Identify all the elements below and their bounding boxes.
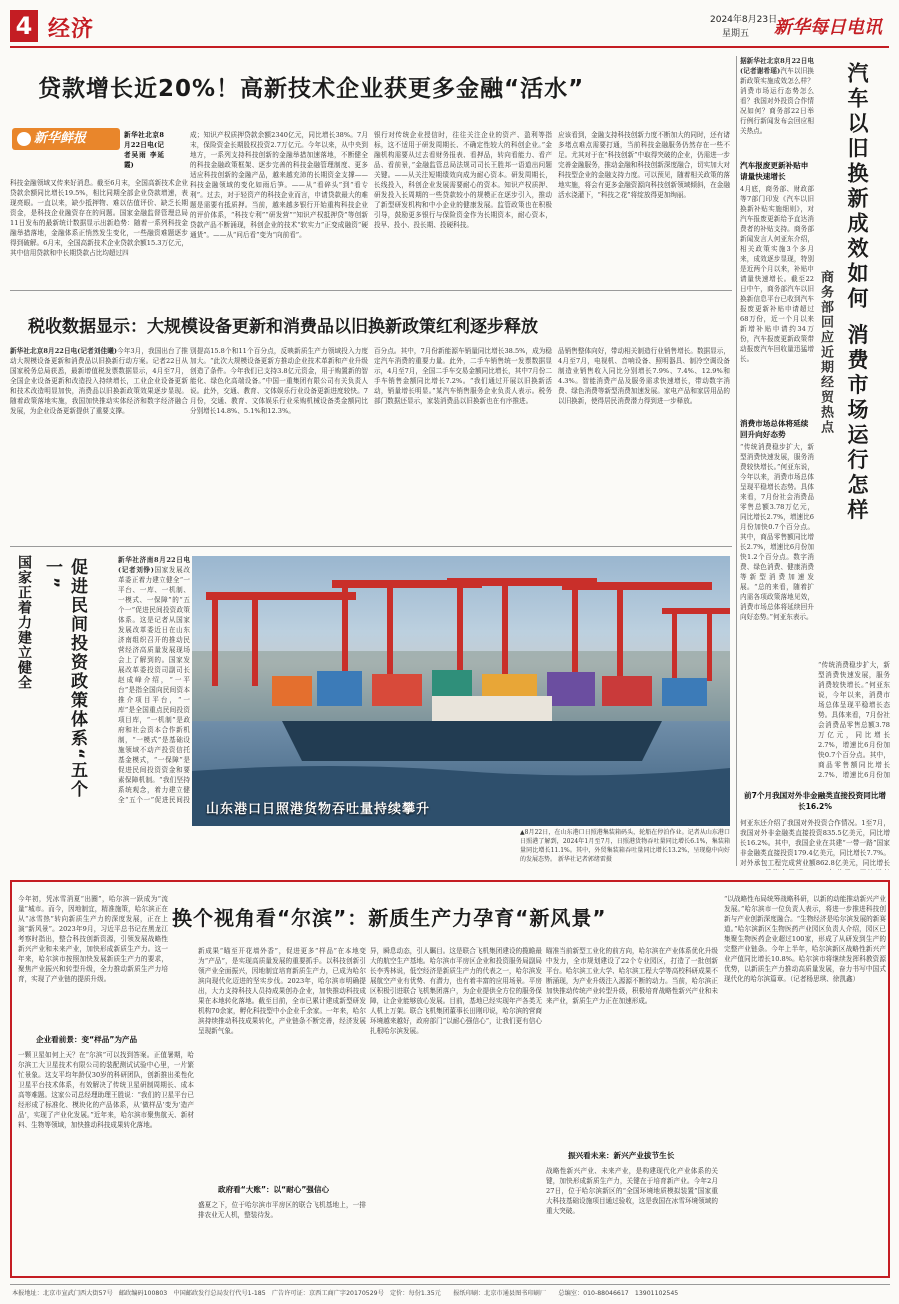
article1-col3: 银行对传统企业授信时，往往关注企业的资产、盈利等指标，这不适用于研发周期长、不确定性较大的科创企业。”金融机构需要从过去看财务报表、看押品，转向看能力、看产品、看前景，”金融监管总局法规司司长王胜邦一语道出问题关键。——从关注短期绩效向成为耐心资本。研发周期长，长线投入，科创企业发展需要耐心的资本。知识产权质押、研发投入长周期的一些贷款较小的规模正在逐步引入，推动了新型研发机构和中小企业的健康发展。监管政策也在积极引导，鼓励更多银行与保险资金作为长期资本，耐心资本，投早、投小、投长期、投硬科技。	[374, 131, 552, 229]
photo-title: 山东港口日照港货物吞吐量持续攀升	[206, 802, 431, 817]
feature-sub1: 企业看前景：变“样品”为产品	[36, 1035, 138, 1044]
article1-title: 贷款增长近20%！高新技术企业获更多金融“活水”	[38, 76, 585, 102]
footer-text: 本报地址：北京市宣武门西大街57号 邮政编码100803 中国邮政发行总局发行代号1-185 广告许可证：京西工商广字20170529号 定价：每份1.35元 报纸印刷：北京市通县图书印刷厂 总编室：010-88046617 13901102545	[12, 1290, 679, 1297]
xinhua-badge-label: 新华鲜报	[34, 131, 87, 146]
feature-col2b: 盛夏之下，位于哈尔滨市平房区的联合飞机基地上，一排排农业无人机，整装待发。	[198, 1201, 366, 1219]
article2-col4: 品销售整体向好，带动相关制造行业销售增长。数据显示，4月至7月，电视机、音响设备、照明器具、制冷空调设备制造业销售收入同比分别增长7.9%、7.4%、12.9%和4.3%。智能消费产品及服务需求快速增长，带动数字消费、绿色消费等新型消费加速发展。家电产品和家居用品的以旧换新，使得居民消费潜力得到进一步释放。	[558, 347, 730, 405]
page-header	[0, 0, 899, 46]
feature-col4b: 战略性新兴产业、未来产业，是构建现代化产业体系的关键，加快形成新质生产力，关键在于培育新产业。今年2月27日，位于哈尔滨新区的“全国环境地质模拟装置”国家重大科技基础设施项目通过验收，这是我国在冰雪环境领域的重大突破。	[546, 1167, 718, 1215]
feature-box	[10, 880, 890, 1278]
sidebar-heading2: 消费市场总体将延续回升向好态势	[740, 419, 809, 439]
article1-dateline: 新华社北京8月22日电(记者吴雨 李延霞)	[124, 131, 164, 169]
footer-rule	[10, 1284, 890, 1285]
article3-dateline: 新华社济南8月22日电(记者刘铮)	[118, 556, 190, 574]
sidebar-heading3: 前7个月我国对外非金融类直接投资同比增长16.2%	[744, 791, 886, 811]
article3-title-main: 促进民间投资政策体系“五个一”	[42, 558, 87, 800]
issue-weekday: 星期五	[722, 29, 750, 39]
xinhua-badge	[12, 128, 120, 150]
photo-credit: ▲8月22日，在山东港口日照港集装箱码头，轮船在停泊作业。记者从山东港口日照港了解到，2024年1月至7月，日照港货物吞吐量同比增长6.1%，集装箱量同比增长11.1%。其中，外贸集装箱吞吐量同比增长13.2%，呈现稳中向好的发展态势。 新华社记者郭绪雷摄	[520, 829, 730, 863]
article2-col1-text: 今年3月，我国出台了推动大规模设备更新和消费品以旧换新行动方案。记者22日从国家税务总局获悉，最新增值税发票数据显示，4月至7月，全国企业设备更新和改造投入持续增长，工业企业设备更新和技术改造明显加快，消费品以旧换新政策效果逐步显现。随着政策落地实施，我国加快推动实体经济和数字经济融合发展，为企业设备更新提供了重要支撑。	[10, 347, 188, 415]
article1-col2: 成；知识产权质押贷款余额2340亿元，同比增长38%。7月末，保险资金长期股权投资2.7万亿元。今年以来，从中央到地方，一系列支持科技创新的金融举措加速落地，不断健全的科技金融政策框架、逐步完善的科技金融管理制度、更多适应科技创新的金融产品，越来越充沛的长期资金支撑——科技金融领域的变化如雨后笋。——从“看碎头”到“看专利”。过去，对于轻资产的科技企业而言，申请贷款最大的难题是需要有抵质押。当前，越来越多银行开始重构科技企业的评价体系，“科技专利”“研发营”“知识产权抵押贷”等创新贷款产品不断涌现，科创企业的技术“软实力”正变成融资“硬通货”。——从“问后看”变为“向前看”。	[190, 131, 368, 239]
sidebar-text2: “传统消费稳步扩大，新型消费快速发展，服务消费较快增长。”何亚东说，今年以来，消费市场总体呈现平稳增长态势。具体来看，7月份社会消费品零售总额3.78万亿元，同比增长2.7%，增速比6月份加快0.7个百分点。其中，商品零售额同比增长2.7%，增速比6月份加快1.2个百分点。数字消费、绿色消费、健康消费等新型消费加速发展。“总的来看，随着扩内需各项政策落地见效，消费市场总体将延续回升向好态势。”何亚东表示。	[740, 443, 814, 621]
port-illustration	[192, 556, 730, 826]
article3-title-pre: 国家正着力建立健全	[16, 555, 32, 690]
feature-sub2: 政府看“大账”：以“耐心”强信心	[218, 1185, 330, 1194]
sidebar-heading1: 汽车报废更新补贴申请量快速增长	[740, 161, 809, 181]
divider	[10, 546, 732, 547]
issue-date: 2024年8月23日	[710, 15, 778, 25]
sidebar-headline: 汽车以旧换新成效如何 消费市场运行怎样	[845, 62, 869, 524]
article2-dateline: 新华社北京8月22日电(记者刘佳曦)	[10, 347, 117, 355]
sidebar-text3: 何亚东还介绍了我国对外投资合作情况。1至7月，我国对外非金融类直接投资835.5亿美元，同比增长16.2%。其中，我国企业在共建“一带一路”国家非金融类直接投资179.4亿美元，同比增长7.7%。对外承包工程完成营业额862.8亿美元，同比增长	[740, 819, 890, 867]
header-rule	[10, 46, 889, 48]
masthead-logo: 新华每日电讯	[774, 17, 882, 38]
sidebar-intro	[740, 56, 814, 156]
feature-sub3: 振兴看未来：新兴产业拔节生长	[568, 1151, 675, 1160]
sidebar-subheadline: 商务部回应近期经贸热点	[818, 270, 833, 435]
sidebar-divider	[736, 56, 737, 866]
section-title: 经济	[48, 17, 95, 42]
feature-col1: 一颗卫星如何上天？在“尔滨”可以找到答案。正值暑期，哈尔滨工大卫星技术有限公司的装配测试试验中心里，一片繁忙景象。这支平均年龄仅30岁的科研团队，创新推出柔性化卫星平台技术体系，有效解决了传统卫星研制周期长、成本高等难题。这家公司总经理助理王胜说：“我们的卫星平台已经形成了标准化、模块化的产品体系，从‘做样品’变为‘造产品’，实现了产业化发展。”近年来，哈尔滨市聚焦航天、新材料、生物等领域，加快推动科技成果转化落地。	[18, 1051, 194, 1129]
sidebar-intro-text: 汽车以旧换新政策实施成效怎么样？消费市场运行态势怎么看？我国对外投资合作情况如何？商务部22日举行例行新闻发布会回应相关热点。	[740, 67, 814, 135]
page-number-badge: 4	[10, 10, 38, 42]
xinhua-badge-icon	[17, 132, 31, 146]
feature-title: 换个视角看“尔滨”：新质生产力孕育“新风景”	[172, 906, 607, 930]
article3-text	[118, 555, 190, 805]
sidebar-text2b: “传统消费稳步扩大，新型消费快速发展，服务消费较快增长。”何亚东说，今年以来，消费市场总体呈现平稳增长态势。具体来看，7月份社会消费品零售总额3.78万亿元，同比增长2.7%，增速比6月份加快0.7个百分点。其中，商品零售额同比增长2.7%，增速比6月份加	[818, 661, 890, 778]
divider	[10, 290, 732, 291]
article2-col1	[10, 346, 188, 542]
article1-col1: 科技金融领域又传来好消息。截至6月末，全国高新技术企业贷款余额同比增长19.5%，相比同期全部企业贷款增速，表现亮眼。一直以来，缺少抵押物、难以估值评价、缺乏长期资金，是科技企业融资存在的问题。国家金融监督管理总局11日发布的最新统计数据显示出新趋势：随着一系列科技金融举措落地，金融体系正悄然发生变化，一些融资难题逐步得到破解。6月末，全国高新技术企业贷款余额15.3万亿元，其中信用贷款和中长期贷款占比均超过四	[10, 179, 188, 257]
feature-col3: 异，瞬息动态，引人瞩目。这是联合飞机集团建设的揽瞻最大的航空生产基地。哈尔滨市平房区企业和投资服务局副局长李秀林说，低空经济是新质生产力的代表之一，哈尔滨发展航空产业有优势、有潜力，也有着丰富的应用场景。平房区积极引进联合飞机集团落户，为企业提供全方位的服务保障，让企业能够放心发展。目前，基地已经实现年产各类无人机上万架。联合飞机集团董事长田刚印说，哈尔滨的营商环境越来越好，政府部门“以耐心强信心”，让我们更有信心扎根哈尔滨发展。	[370, 947, 542, 1035]
feature-col5: “以战略性布局统筹战略科研，以新的动能推动新兴产业发展。”哈尔滨市一位负责人表示，将进一步推进科技创新与产业创新深度融合。“生物经济是哈尔滨发展的新赛道。”哈尔滨新区生物医药产业园区负责人介绍，园区已集聚生物医药企业超过100家，形成了从研发到生产的完整产业链条。今年上半年，哈尔滨新区战略性新兴产业产值同比增长10.8%。哈尔滨市将继续发挥科教资源优势，以新质生产力推动高质量发展，奋力书写中国式现代化的哈尔滨篇章。（记者杨思琪、徐凯鑫）	[724, 895, 886, 983]
article2-col3: 百分点。其中，7月份新能源车销量同比增长38.5%，成为稳定汽车消费的重要力量。此外，二手车销售统一发票数据显示，4月至7月，全国二手车交易金额同比增长，其中7月份二手车销售金额同比增长7.2%。“我们通过开展以旧换新活动，销量增长明显。”某汽车销售服务企业负责人表示。税务部门数据还显示，家装消费品以旧换新也在有序推进。	[374, 347, 552, 405]
article3-body: 国家发展改革委正着力建立健全“一平台、一库、一机制、一模式、一保障”的“五个一”促进民间投资政策体系。这是记者从国家发展改革委近日在山东济南组织召开的推动民营经济高质量发展现场会上了解到的。国家发展改革委投资司副司长赵成峰介绍，“一平台”是指全国向民间资本推介项目平台，“一库”是全国重点民间投资项目库，“一机制”是政府和社会资本合作新机制，“一模式”是基础设施领域不动产投资信托基金模式，“一保障”是促进民间投资资金和要素保障机制。“我们坚持系统观念，着力建立健全“五个一”促进民间投	[118, 566, 190, 804]
sidebar-text1: 4月底，商务部、财政部等7部门印发《汽车以旧换新补贴实施细则》，对汽车报废更新给予直达消费者的补贴支持。商务部新闻发言人何亚东介绍，相关政策实施3个多月来，成效逐步显现，特别是近两个月以来，补贴申请量快速增长。截至22日中午，商务部汽车以旧换新信息平台已收到汽车报废更新补贴申请超过68万份，近一个月以来新增补贴申请约34万份，汽车报废更新政策带动报废汽车回收量迅猛增长。	[740, 185, 814, 363]
article2-title: 税收数据显示：大规模设备更新和消费品以旧换新政策红利逐步释放	[28, 317, 538, 337]
article1-col4: 应该看到，金融支持科技创新力度不断加大的同时，还有诸多堵点难点需要打通，当前科技金融服务仍然存在一些不足。尤其对于在“科技创新”中取得突破的企业，仍需进一步完善金融服务，推动金融和科技创新深度融合，切实加大对科技型企业的金融支持力度。可以预见，随着相关政策的落地实施，将会有更多金融资源向科技创新领域倾斜，在金融活水浇灌下，“科技之花”将绽放得更加绚丽。	[558, 131, 730, 199]
port-photo	[192, 556, 730, 826]
feature-intro: 今年初，凭冰雪消夏“出圈”，哈尔滨一跃成为“流量”城市。而今，因地制宜，精准施策，哈尔滨正在从“冰雪热”转向新质生产力的深度发展，正在上演“新风景”。2023年9月，习近平总书记在黑龙江考察时指出，整合科技创新资源，引领发展战略性新兴产业和未来产业，加快形成新质生产力。这一年来，哈尔滨市按照加快发展新质生产力的要求，聚焦产业振兴和转型升级，全力推动新质生产力培育，实现了产业链的提质升级。	[18, 895, 168, 983]
feature-col2: 新成果“瞄至开花墙外香”，促进更多“样品”在本地变为“产品”，是实现高质量发展的重要抓手。以科技创新引领产业全面振兴，因地制宜培育新质生产力，已成为哈尔滨向现代化迈进的坚实步伐。2023年，哈尔滨市明确提出，大力支持科技人员持成果创办企业，加快推动科技成果在本地转化落地。截至目前，全市已累计建成新型研发机构70余家，孵化科技型中小企业千余家。一年来，哈尔滨持续推动科技成果转化，产业链条不断完善，经济发展呈现新气象。	[198, 947, 366, 1035]
article2-col2: 别提高15.8个和11个百分点，反映新质生产力领域投入力度加大。“此次大规模设备更新方推动企业技术革新和产业升级创造了条件。今年我们已支持3.8亿元资金，用于购置新的智能化、绿色化高端设备。”中国一重集团有限公司有关负责人说。此外，交通、教育、文体娱乐行业设备更新进度较快。7月份，交通、教育、文体娱乐行业采购机械设备类金额同比分别增长14.8%、5.1%和12.3%。	[190, 347, 368, 415]
feature-col4: 瞄准当前新型工业化的前方向，哈尔滨在产业体系优化升级中发力，全市规划建设了22个专业园区，打造了一批创新平台。哈尔滨工业大学、哈尔滨工程大学等高校科研成果不断涌现，为产业升级注入源源不断的动力。当前，哈尔滨正加快推动传统产业转型升级，积极培育战略性新兴产业和未来产业，新质生产力正在加速形成。	[546, 947, 718, 1005]
sidebar-dateline: 据新华社北京8月22日电(记者谢希瑶)	[740, 57, 814, 75]
